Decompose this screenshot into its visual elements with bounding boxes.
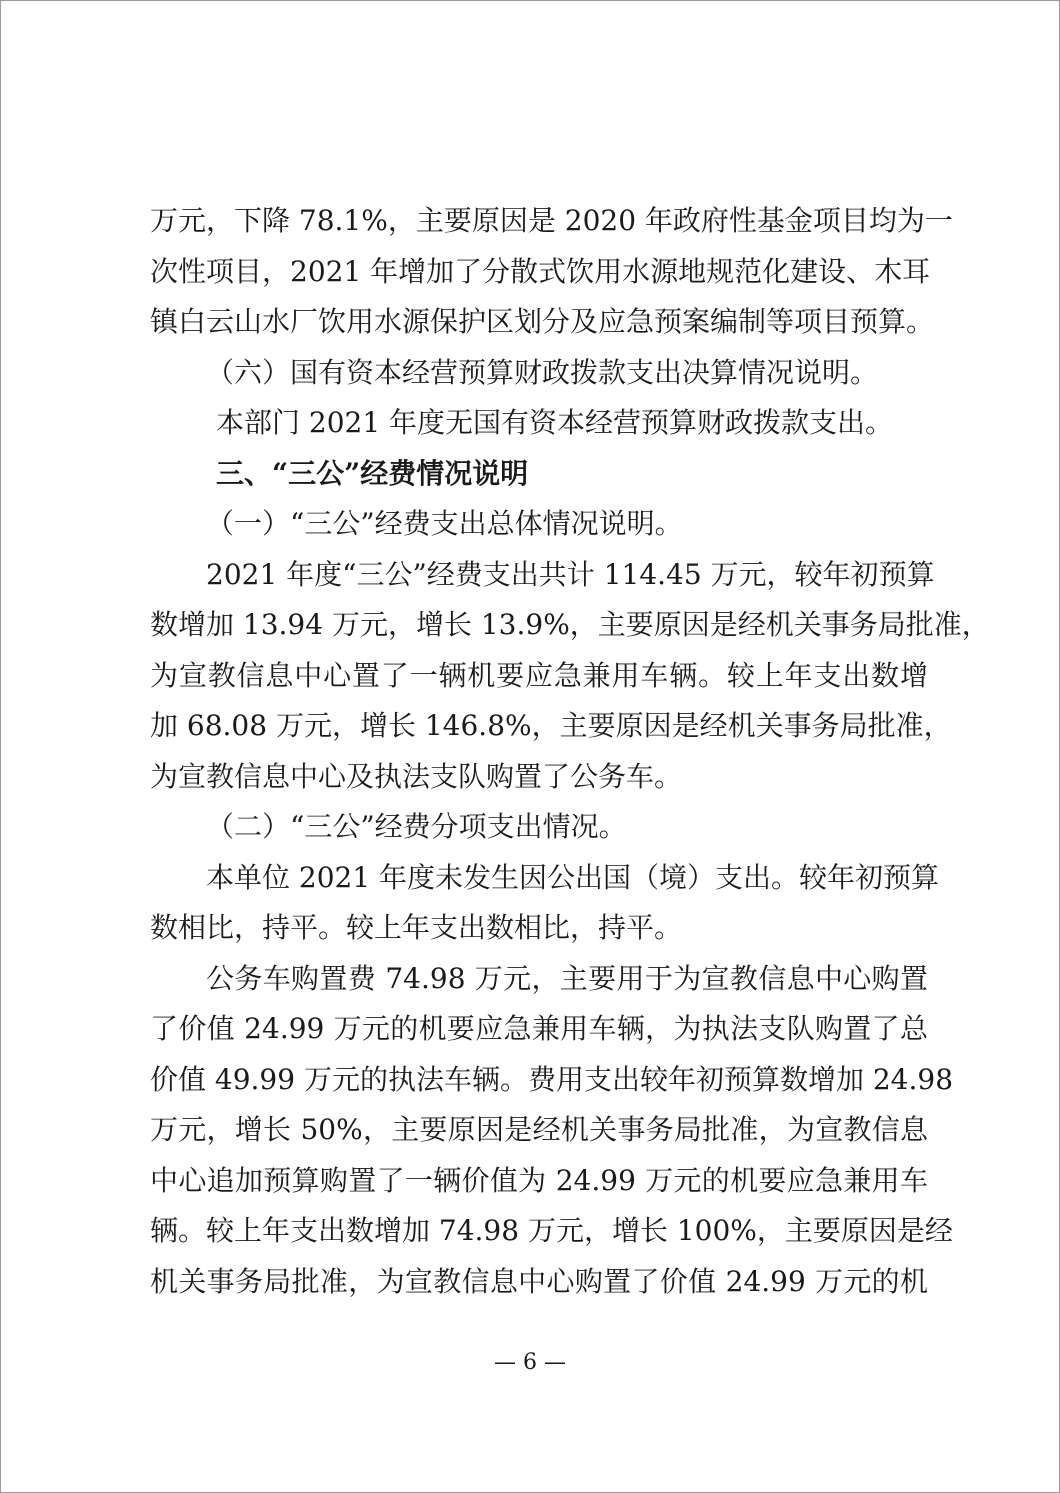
subsection-heading-1: （一）“三公”经费支出总体情况说明。 xyxy=(206,507,683,540)
subsection-heading-2: （二）“三公”经费分项支出情况。 xyxy=(206,810,627,843)
paragraph-line: 价值 49.99 万元的执法车辆。费用支出较年初预算数增加 24.98 xyxy=(150,1062,954,1096)
paragraph-line: 加 68.08 万元，增长 146.8%，主要原因是经机关事务局批准， xyxy=(150,709,952,742)
paragraph-line: 万元，下降 78.1%，主要原因是 2020 年政府性基金项目均为一 xyxy=(150,204,953,237)
paragraph-line: 为宣教信息中心置了一辆机要应急兼用车辆。较上年支出数增 xyxy=(150,658,928,692)
page-number: — 6 — xyxy=(494,1350,566,1375)
paragraph-line: 为宣教信息中心及执法支队购置了公务车。 xyxy=(150,759,683,793)
paragraph-line: 了价值 24.99 万元的机要应急兼用车辆，为执法支队购置了总 xyxy=(150,1012,928,1045)
paragraph-line: 中心追加预算购置了一辆价值为 24.99 万元的机要应急兼用车 xyxy=(150,1163,928,1197)
paragraph-line: 公务车购置费 74.98 万元，主要用于为宣教信息中心购置 xyxy=(206,961,928,995)
paragraph-line: 本单位 2021 年度未发生因公出国（境）支出。较年初预算 xyxy=(206,860,940,894)
paragraph-line: 本部门 2021 年度无国有资本经营预算财政拨款支出。 xyxy=(216,406,894,439)
paragraph-line: 机关事务局批准，为宣教信息中心购置了价值 24.99 万元的机 xyxy=(150,1264,928,1298)
paragraph-line: 辆。较上年支出数增加 74.98 万元，增长 100%，主要原因是经 xyxy=(150,1214,953,1247)
paragraph-line: 2021 年度“三公”经费支出共计 114.45 万元，较年初预算 xyxy=(206,557,935,591)
paragraph-line: 数相比，持平。较上年支出数相比，持平。 xyxy=(150,911,683,944)
section-heading-6: （六）国有资本经营预算财政拨款支出决算情况说明。 xyxy=(206,355,879,389)
paragraph-line: 万元，增长 50%，主要原因是经机关事务局批准，为宣教信息 xyxy=(150,1113,928,1146)
document-body xyxy=(150,196,990,1307)
paragraph-line: 数增加 13.94 万元，增长 13.9%，主要原因是经机关事务局批准， xyxy=(150,608,990,641)
paragraph-line: 次性项目，2021 年增加了分散式饮用水源地规范化建设、木耳 xyxy=(150,254,931,288)
paragraph-line: 镇白云山水厂饮用水源保护区划分及应急预案编制等项目预算。 xyxy=(150,305,935,338)
section-heading-3: 三、“三公”经费情况说明 xyxy=(216,456,529,490)
